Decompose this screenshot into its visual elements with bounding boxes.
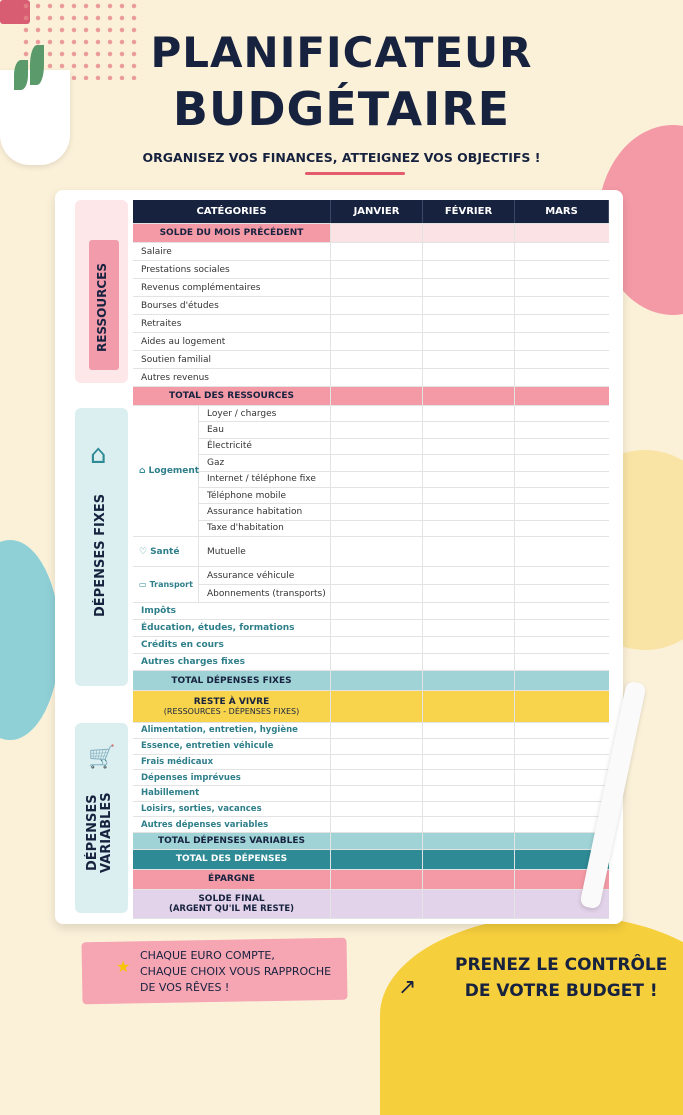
row-label: SOLDE DU MOIS PRÉCÉDENT bbox=[133, 224, 331, 242]
table-row bbox=[133, 802, 609, 818]
table-row bbox=[199, 567, 609, 585]
group-sante bbox=[133, 537, 609, 567]
cell[interactable] bbox=[423, 691, 515, 722]
reste-a-vivre-label: RESTE À VIVRE bbox=[193, 697, 270, 708]
cell[interactable] bbox=[331, 279, 423, 296]
cell[interactable] bbox=[331, 755, 423, 770]
cell[interactable] bbox=[515, 351, 609, 368]
row-label: Éducation, études, formations bbox=[133, 620, 331, 636]
arrow-icon: ↗ bbox=[398, 975, 417, 1000]
cell[interactable] bbox=[423, 521, 515, 536]
table-row bbox=[199, 537, 609, 567]
table-row bbox=[199, 472, 609, 488]
cell[interactable] bbox=[515, 521, 609, 536]
solde-final-sublabel: (ARGENT QU'IL ME RESTE) bbox=[168, 903, 295, 914]
table-row bbox=[133, 850, 609, 870]
row-label: TOTAL DÉPENSES VARIABLES bbox=[133, 833, 331, 849]
row-label: Électricité bbox=[199, 439, 331, 454]
table-row bbox=[133, 279, 609, 297]
group-logement-text: Logement bbox=[148, 466, 200, 476]
cell[interactable] bbox=[423, 472, 515, 487]
group-label-logement: ⌂ Logement bbox=[133, 406, 199, 537]
table-row bbox=[133, 297, 609, 315]
cell[interactable] bbox=[331, 637, 423, 653]
cell[interactable] bbox=[515, 488, 609, 503]
row-label: TOTAL DÉPENSES FIXES bbox=[133, 671, 331, 690]
table-row bbox=[199, 439, 609, 455]
table-row bbox=[133, 870, 609, 890]
group-logement bbox=[133, 406, 609, 537]
note-line: CHAQUE EURO COMPTE, bbox=[140, 949, 275, 962]
table-row bbox=[133, 817, 609, 833]
table-row bbox=[133, 890, 609, 919]
cell[interactable] bbox=[331, 224, 423, 242]
cell[interactable] bbox=[423, 671, 515, 690]
cell[interactable] bbox=[515, 333, 609, 350]
row-label: Revenus complémentaires bbox=[133, 279, 331, 296]
cell[interactable] bbox=[331, 870, 423, 889]
row-label: Abonnements (transports) bbox=[199, 585, 331, 602]
row-label: Autres revenus bbox=[133, 369, 331, 386]
row-label: Frais médicaux bbox=[133, 755, 331, 770]
cell[interactable] bbox=[515, 439, 609, 454]
cell[interactable] bbox=[515, 786, 609, 801]
cell[interactable] bbox=[331, 537, 423, 566]
cell[interactable] bbox=[423, 770, 515, 785]
cell[interactable] bbox=[515, 567, 609, 584]
cell[interactable] bbox=[515, 243, 609, 260]
solde-final-label: SOLDE FINAL bbox=[198, 893, 265, 904]
cell[interactable] bbox=[331, 521, 423, 536]
cell[interactable] bbox=[515, 755, 609, 770]
cell[interactable] bbox=[515, 504, 609, 519]
cell[interactable] bbox=[423, 224, 515, 242]
cell[interactable] bbox=[423, 439, 515, 454]
motivation-text bbox=[140, 948, 331, 996]
cta-line: DE VOTRE BUDGET ! bbox=[464, 981, 658, 1001]
cell[interactable] bbox=[423, 406, 515, 421]
row-label: Prestations sociales bbox=[133, 261, 331, 278]
row-label: Loyer / charges bbox=[199, 406, 331, 421]
cell[interactable] bbox=[423, 455, 515, 470]
table-row bbox=[133, 739, 609, 755]
cell[interactable] bbox=[515, 585, 609, 602]
cell[interactable] bbox=[331, 691, 423, 722]
cell[interactable] bbox=[515, 406, 609, 421]
cell[interactable] bbox=[515, 739, 609, 754]
cell[interactable] bbox=[515, 723, 609, 738]
table-row bbox=[199, 406, 609, 422]
header-janvier: JANVIER bbox=[331, 200, 423, 223]
cell[interactable] bbox=[331, 387, 423, 405]
row-label: Assurance habitation bbox=[199, 504, 331, 519]
cell[interactable] bbox=[423, 739, 515, 754]
header-mars: MARS bbox=[515, 200, 609, 223]
cell[interactable] bbox=[423, 537, 515, 566]
cell[interactable] bbox=[423, 261, 515, 278]
table-row bbox=[133, 833, 609, 850]
cell[interactable] bbox=[331, 850, 423, 869]
table-row bbox=[133, 620, 609, 637]
table-row bbox=[133, 224, 609, 243]
table-row bbox=[133, 315, 609, 333]
cell[interactable] bbox=[331, 455, 423, 470]
table-row bbox=[199, 488, 609, 504]
group-transport bbox=[133, 567, 609, 603]
cell[interactable] bbox=[515, 224, 609, 242]
row-label bbox=[133, 890, 331, 918]
cell[interactable] bbox=[515, 422, 609, 437]
house-icon: ⌂ bbox=[90, 440, 107, 470]
row-label: Salaire bbox=[133, 243, 331, 260]
cell[interactable] bbox=[423, 504, 515, 519]
cell[interactable] bbox=[423, 243, 515, 260]
cell[interactable] bbox=[423, 802, 515, 817]
cell[interactable] bbox=[423, 890, 515, 918]
cell[interactable] bbox=[423, 422, 515, 437]
row-label: Autres dépenses variables bbox=[133, 817, 331, 832]
cell[interactable] bbox=[331, 351, 423, 368]
row-label: Gaz bbox=[199, 455, 331, 470]
cell[interactable] bbox=[331, 439, 423, 454]
table-row bbox=[133, 387, 609, 406]
cell[interactable] bbox=[515, 279, 609, 296]
cell[interactable] bbox=[331, 817, 423, 832]
row-label bbox=[133, 691, 331, 722]
row-label: Téléphone mobile bbox=[199, 488, 331, 503]
cell[interactable] bbox=[423, 637, 515, 653]
cell[interactable] bbox=[423, 567, 515, 584]
cell[interactable] bbox=[515, 603, 609, 619]
cell[interactable] bbox=[331, 488, 423, 503]
cell[interactable] bbox=[423, 333, 515, 350]
cell[interactable] bbox=[331, 786, 423, 801]
row-label: Soutien familial bbox=[133, 351, 331, 368]
cell[interactable] bbox=[515, 537, 609, 566]
section-fixes-label: DÉPENSES FIXES bbox=[93, 493, 108, 617]
cell[interactable] bbox=[331, 654, 423, 670]
table-row bbox=[133, 333, 609, 351]
cell[interactable] bbox=[423, 723, 515, 738]
row-label: Bourses d'études bbox=[133, 297, 331, 314]
cell[interactable] bbox=[423, 279, 515, 296]
cell[interactable] bbox=[423, 585, 515, 602]
subtitle-underline bbox=[305, 172, 405, 175]
cell[interactable] bbox=[515, 620, 609, 636]
cell[interactable] bbox=[423, 369, 515, 386]
cell[interactable] bbox=[423, 488, 515, 503]
row-label: Alimentation, entretien, hygiène bbox=[133, 723, 331, 738]
cell[interactable] bbox=[515, 455, 609, 470]
row-label: ÉPARGNE bbox=[133, 870, 331, 889]
cell[interactable] bbox=[423, 833, 515, 849]
cell[interactable] bbox=[515, 297, 609, 314]
row-label: Aides au logement bbox=[133, 333, 331, 350]
group-sante-text: Santé bbox=[150, 546, 180, 557]
cell[interactable] bbox=[423, 387, 515, 405]
cell[interactable] bbox=[331, 603, 423, 619]
cell[interactable] bbox=[515, 770, 609, 785]
cell[interactable] bbox=[331, 671, 423, 690]
cell[interactable] bbox=[515, 315, 609, 332]
cart-icon: 🛒 bbox=[88, 745, 116, 770]
cell[interactable] bbox=[423, 817, 515, 832]
table-row bbox=[133, 603, 609, 620]
cell[interactable] bbox=[515, 261, 609, 278]
cell[interactable] bbox=[331, 802, 423, 817]
cell[interactable] bbox=[423, 351, 515, 368]
row-label: TOTAL DES RESSOURCES bbox=[133, 387, 331, 405]
page-title-line2: BUDGÉTAIRE bbox=[172, 82, 511, 136]
row-label: Dépenses imprévues bbox=[133, 770, 331, 785]
cell[interactable] bbox=[331, 833, 423, 849]
cell[interactable] bbox=[423, 603, 515, 619]
table-row bbox=[133, 243, 609, 261]
row-label: Mutuelle bbox=[199, 537, 331, 566]
cell[interactable] bbox=[515, 691, 609, 722]
table-row bbox=[133, 369, 609, 387]
row-label: Crédits en cours bbox=[133, 637, 331, 653]
cell[interactable] bbox=[331, 422, 423, 437]
table-row bbox=[199, 521, 609, 537]
page-subtitle: ORGANISEZ VOS FINANCES, ATTEIGNEZ VOS OBJECTIFS ! bbox=[142, 150, 541, 165]
star-icon: ★ bbox=[116, 957, 131, 976]
cell[interactable] bbox=[331, 333, 423, 350]
budget-table bbox=[133, 200, 609, 919]
table-row bbox=[133, 261, 609, 279]
group-transport-text: Transport bbox=[149, 580, 193, 590]
table-row bbox=[133, 755, 609, 771]
cell[interactable] bbox=[423, 786, 515, 801]
section-variables-label: DÉPENSES VARIABLES bbox=[85, 792, 114, 873]
cell[interactable] bbox=[331, 890, 423, 918]
row-label: Loisirs, sorties, vacances bbox=[133, 802, 331, 817]
reste-a-vivre-sublabel: (RESSOURCES - DÉPENSES FIXES) bbox=[163, 707, 300, 717]
cell[interactable] bbox=[331, 472, 423, 487]
table-row bbox=[133, 351, 609, 369]
cell[interactable] bbox=[423, 297, 515, 314]
cell[interactable] bbox=[331, 504, 423, 519]
cell[interactable] bbox=[331, 369, 423, 386]
cell[interactable] bbox=[423, 755, 515, 770]
header-fevrier: FÉVRIER bbox=[423, 200, 515, 223]
group-label-transport: ▭ Transport bbox=[133, 567, 199, 603]
cell[interactable] bbox=[331, 567, 423, 584]
cell[interactable] bbox=[331, 739, 423, 754]
table-row bbox=[133, 723, 609, 739]
cell[interactable] bbox=[515, 472, 609, 487]
table-row bbox=[133, 770, 609, 786]
row-label: Essence, entretien véhicule bbox=[133, 739, 331, 754]
row-label: Retraites bbox=[133, 315, 331, 332]
cell[interactable] bbox=[331, 406, 423, 421]
row-label: Assurance véhicule bbox=[199, 567, 331, 584]
page-title-line1: PLANIFICATEUR bbox=[150, 28, 533, 77]
row-label: Eau bbox=[199, 422, 331, 437]
table-row bbox=[133, 691, 609, 723]
cell[interactable] bbox=[515, 802, 609, 817]
table-header bbox=[133, 200, 609, 224]
cell[interactable] bbox=[423, 315, 515, 332]
table-row bbox=[133, 786, 609, 802]
table-row bbox=[199, 504, 609, 520]
cell[interactable] bbox=[331, 315, 423, 332]
row-label: TOTAL DES DÉPENSES bbox=[133, 850, 331, 869]
cell[interactable] bbox=[423, 850, 515, 869]
table-row bbox=[199, 455, 609, 471]
cta-line: PRENEZ LE CONTRÔLE bbox=[455, 955, 668, 975]
cell[interactable] bbox=[331, 723, 423, 738]
cell[interactable] bbox=[515, 387, 609, 405]
decorative-blob bbox=[0, 540, 60, 740]
cell[interactable] bbox=[515, 369, 609, 386]
cell[interactable] bbox=[331, 620, 423, 636]
row-label: Autres charges fixes bbox=[133, 654, 331, 670]
cell[interactable] bbox=[331, 243, 423, 260]
section-ressources-label: RESSOURCES bbox=[95, 263, 109, 353]
cell[interactable] bbox=[331, 261, 423, 278]
cell[interactable] bbox=[423, 654, 515, 670]
note-line: CHAQUE CHOIX VOUS RAPPROCHE bbox=[140, 965, 332, 978]
header-categories: CATÉGORIES bbox=[133, 200, 331, 223]
call-to-action bbox=[455, 952, 667, 1004]
cell[interactable] bbox=[331, 770, 423, 785]
table-row bbox=[133, 654, 609, 671]
table-row bbox=[133, 637, 609, 654]
cell[interactable] bbox=[423, 870, 515, 889]
table-row bbox=[199, 422, 609, 438]
row-label: Taxe d'habitation bbox=[199, 521, 331, 536]
cell[interactable] bbox=[423, 620, 515, 636]
row-label: Impôts bbox=[133, 603, 331, 619]
cell[interactable] bbox=[331, 585, 423, 602]
cell[interactable] bbox=[515, 637, 609, 653]
table-row bbox=[199, 585, 609, 603]
table-row bbox=[133, 671, 609, 691]
row-label: Habillement bbox=[133, 786, 331, 801]
cell[interactable] bbox=[515, 671, 609, 690]
cell[interactable] bbox=[331, 297, 423, 314]
group-label-sante: ♡ Santé bbox=[133, 537, 199, 567]
decorative-blob bbox=[380, 915, 683, 1115]
cell[interactable] bbox=[515, 654, 609, 670]
note-line: DE VOS RÊVES ! bbox=[140, 981, 230, 994]
row-label: Internet / téléphone fixe bbox=[199, 472, 331, 487]
